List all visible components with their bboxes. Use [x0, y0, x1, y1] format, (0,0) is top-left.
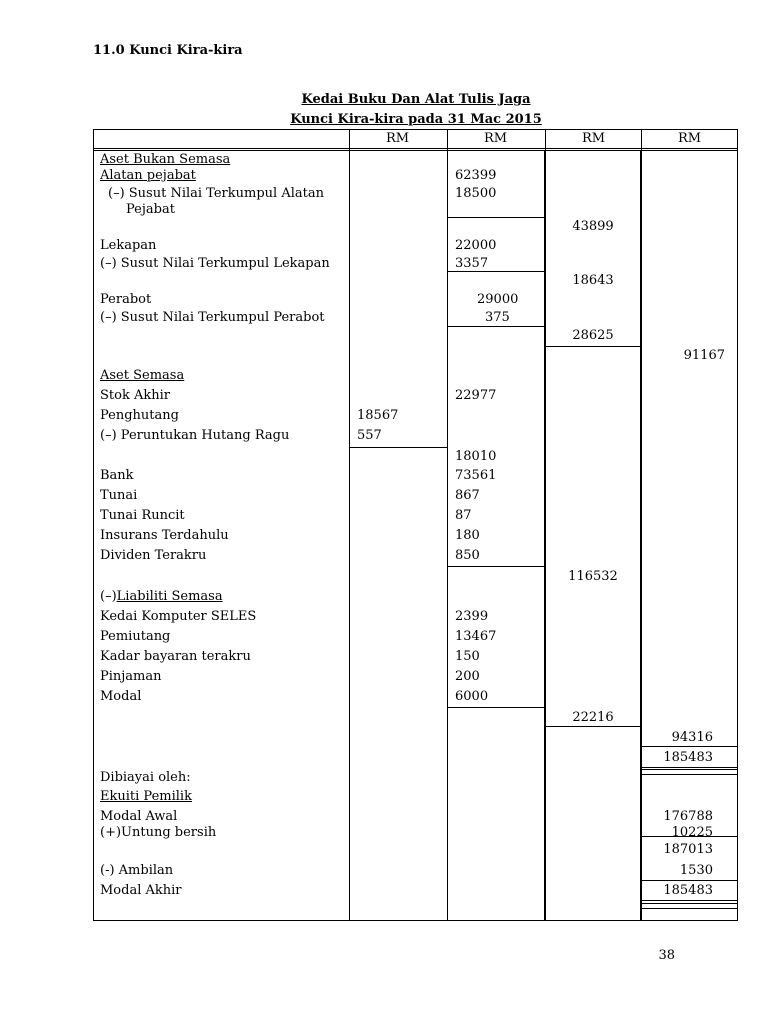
penghutang-value: 18567 [357, 408, 399, 423]
penghutang-net: 18010 [455, 449, 497, 464]
perabot-value: 29000 [477, 292, 519, 307]
liabiliti-semasa-heading [100, 589, 223, 604]
stok-label: Stok Akhir [100, 388, 170, 403]
susut-lekapan-label: (–) Susut Nilai Terkumpul Lekapan [100, 256, 330, 271]
lekapan-net: 18643 [572, 273, 614, 288]
insurans-value: 180 [455, 528, 480, 543]
modal-awal-label: Modal Awal [100, 809, 178, 824]
balance-sheet-table [93, 129, 738, 921]
susut-lekapan-value: 3357 [455, 256, 489, 271]
company-name: Kedai Buku Dan Alat Tulis Jaga [301, 92, 531, 107]
pemiutang-label: Pemiutang [100, 629, 171, 644]
lekapan-label: Lekapan [100, 238, 157, 253]
tunai-runcit-value: 87 [455, 508, 472, 523]
dibiayai-label: Dibiayai oleh: [100, 770, 191, 785]
liabiliti-heading-text: Liabiliti Semasa [116, 589, 223, 604]
susut-perabot-label: (–) Susut Nilai Terkumpul Perabot [100, 310, 325, 325]
modal-akhir-label: Modal Akhir [100, 883, 182, 898]
bank-value: 73561 [455, 468, 497, 483]
peruntukan-label: (–) Peruntukan Hutang Ragu [100, 428, 290, 443]
susut-alatan-label: (–) Susut Nilai Terkumpul Alatan [108, 186, 324, 201]
section-heading: 11.0 Kunci Kira-kira [93, 43, 243, 58]
modal-liabiliti-value: 6000 [455, 689, 489, 704]
insurans-label: Insurans Terdahulu [100, 528, 229, 543]
pinjaman-value: 200 [455, 669, 480, 684]
ambilan-value: 1530 [679, 863, 713, 878]
tunai-label: Tunai [100, 488, 138, 503]
ekuiti-heading: Ekuiti Pemilik [100, 789, 192, 804]
peruntukan-value: 557 [357, 428, 382, 443]
page-number: 38 [658, 948, 675, 963]
lekapan-value: 22000 [455, 238, 497, 253]
dividen-label: Dividen Terakru [100, 548, 207, 563]
kadar-label: Kadar bayaran terakru [100, 649, 251, 664]
aset-semasa-heading: Aset Semasa [100, 368, 185, 383]
statement-title: Kunci Kira-kira pada 31 Mac 2015 [290, 112, 542, 127]
col-header-3: RM [581, 131, 606, 146]
kadar-value: 150 [455, 649, 480, 664]
modal-akhir-value: 185483 [663, 883, 713, 898]
alatan-net: 43899 [572, 219, 614, 234]
pinjaman-label: Pinjaman [100, 669, 162, 684]
bank-label: Bank [100, 468, 134, 483]
modal-liabiliti-label: Modal [100, 689, 142, 704]
ambilan-label: (-) Ambilan [100, 863, 174, 878]
aset-semasa-total: 116532 [568, 569, 618, 584]
perabot-net: 28625 [572, 328, 614, 343]
ekuiti-subtotal: 187013 [663, 842, 713, 857]
modal-awal-value: 176788 [663, 809, 713, 824]
modal-kerja: 94316 [671, 730, 713, 745]
tunai-value: 867 [455, 488, 480, 503]
pemiutang-value: 13467 [455, 629, 497, 644]
kedai-komputer-value: 2399 [455, 609, 489, 624]
dividen-value: 850 [455, 548, 480, 563]
susut-alatan-value: 18500 [455, 186, 497, 201]
tunai-runcit-label: Tunai Runcit [100, 508, 185, 523]
untung-label: (+)Untung bersih [100, 825, 217, 840]
alatan-value: 62399 [455, 168, 497, 183]
susut-perabot-value: 375 [485, 310, 510, 325]
susut-alatan-label-cont: Pejabat [126, 202, 175, 217]
perabot-label: Perabot [100, 292, 152, 307]
alatan-label: Alatan pejabat [100, 168, 196, 183]
penghutang-label: Penghutang [100, 408, 179, 423]
aset-bukan-semasa-total: 91167 [683, 348, 725, 363]
aset-bukan-semasa-heading: Aset Bukan Semasa [100, 152, 231, 167]
col-header-1: RM [385, 131, 410, 146]
col-header-2: RM [483, 131, 508, 146]
stok-value: 22977 [455, 388, 497, 403]
untung-value: 10225 [671, 825, 713, 840]
kedai-komputer-label: Kedai Komputer SELES [100, 609, 257, 624]
jumlah-aset: 185483 [663, 750, 713, 765]
liabiliti-semasa-total: 22216 [572, 710, 614, 725]
col-header-4: RM [677, 131, 702, 146]
liabiliti-prefix: (–) [100, 589, 117, 604]
